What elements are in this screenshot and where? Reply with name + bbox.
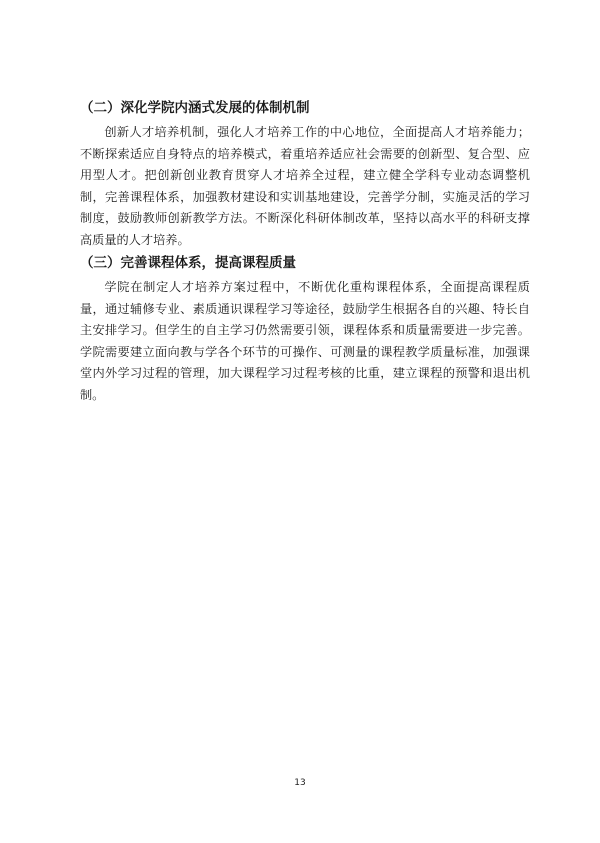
section-heading: （三）完善课程体系，提高课程质量 [80, 255, 296, 271]
section-heading: （二）深化学院内涵式发展的体制机制 [80, 100, 310, 116]
section-paragraph: 创新人才培养机制，强化人才培养工作的中心地位，全面提高人才培养能力；不断探索适应自身特点的培养模式，着重培养适应社会需要的创新型、复合型、应用型人才。把创新创业教育贯穿人才培养全过程，建立健全学科专业动态调整机制，完善课程体系，加强教材建设和实训基地建设，完善学分制，实施灵活的学习制度，鼓励教师创新教学方法。不断深化科研体制改革，坚持以高水平的科研支撑高质量的人才培养。 [80, 125, 530, 247]
section-2 [80, 98, 530, 251]
page-content [80, 98, 530, 408]
section-paragraph: 学院在制定人才培养方案过程中，不断优化重构课程体系，全面提高课程质量，通过辅修专业、素质通识课程学习等途径，鼓励学生根据各自的兴趣、特长自主安排学习。但学生的自主学习仍然需要引领，课程体系和质量需要进一步完善。学院需要建立面向教与学各个环节的可操作、可测量的课程教学质量标准，加强课堂内外学习过程的管理，加大课程学习过程考核的比重，建立课程的预警和退出机制。 [80, 280, 530, 402]
page-number: 13 [294, 778, 306, 788]
section-3 [80, 253, 530, 406]
